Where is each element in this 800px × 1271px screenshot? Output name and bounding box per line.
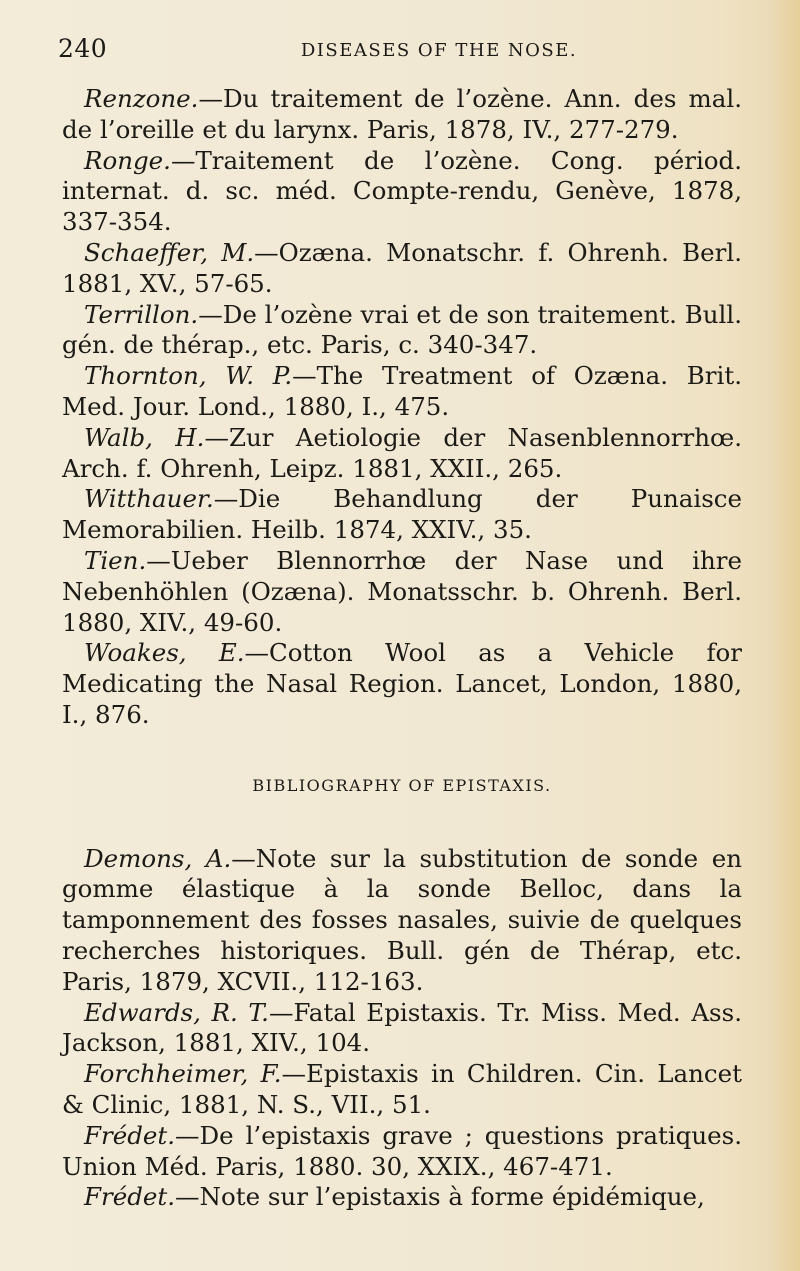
- entry-author: Frédet.: [84, 1120, 176, 1150]
- entry-author: Edwards, R. T.: [84, 997, 269, 1027]
- entry-author: Thornton, W. P.: [84, 361, 293, 391]
- bibliography-entry: [62, 146, 742, 238]
- bibliography-entry: [62, 1182, 742, 1213]
- entry-author: Frédet.: [84, 1182, 176, 1212]
- body-text: [62, 84, 742, 1213]
- entry-author: Ronge.: [84, 145, 171, 175]
- entry-text: —Ozæna. Monatschr. f. Ohrenh. Berl. 1881, XV., 57-65.: [62, 237, 742, 298]
- entry-text: —Traitement de l’ozène. Cong. périod. internat. d. sc. méd. Compte-rendu, Genève, 1878, 337-354.: [62, 145, 742, 237]
- bibliography-entry: [62, 1059, 742, 1121]
- entry-text: —Note sur la substitution de sonde en gomme élastique à la sonde Belloc, dans la tamponnement des fosses nasales, suivie de quelques recherches historiques. Bull. gén de Thérap, etc. Paris, 1879, XCVII., 112-163.: [62, 843, 742, 996]
- entry-text: —The Treatment of Ozæna. Brit. Med. Jour. Lond., 1880, I., 475.: [62, 361, 742, 421]
- entry-author: Witthauer.: [84, 484, 214, 514]
- bibliography-entry: [62, 1121, 742, 1183]
- entry-author: Forchheimer, F.: [84, 1059, 282, 1089]
- entry-text: —De l’epistaxis grave ; questions pratiques. Union Méd. Paris, 1880. 30, XXIX., 467-471.: [62, 1120, 742, 1181]
- bibliography-entry: [62, 546, 742, 638]
- section-heading: BIBLIOGRAPHY OF EPISTAXIS.: [252, 775, 552, 795]
- running-head: DISEASES OF THE NOSE.: [300, 40, 578, 61]
- entry-text: —Cotton Wool as a Vehicle for Medicating the Nasal Region. Lancet, London, 1880, I., 876.: [62, 638, 742, 729]
- page-edge-shading: [772, 0, 800, 1271]
- entry-text: —Du traitement de l’ozène. Ann. des mal. de l’oreille et du larynx. Paris, 1878, IV., 277-279.: [62, 84, 742, 144]
- page-header: [58, 34, 760, 64]
- entry-text: —Fatal Epistaxis. Tr. Miss. Med. Ass. Jackson, 1881, XIV., 104.: [62, 997, 742, 1058]
- bibliography-entry: [62, 998, 742, 1060]
- bibliography-entry: [62, 84, 742, 146]
- entry-text: —Note sur l’epistaxis à forme épidémique,: [175, 1182, 705, 1212]
- entry-text: —Zur Aetiologie der Nasenblennorrhœ. Arch. f. Ohrenh, Leipz. 1881, XXII., 265.: [62, 422, 742, 483]
- entry-text: —Ueber Blennorrhœ der Nase und ihre Nebenhöhlen (Ozæna). Monatsschr. b. Ohrenh. Berl. 1880, XIV., 49-60.: [62, 545, 742, 637]
- bibliography-entry: [62, 423, 742, 485]
- entry-author: Schaeffer, M.: [84, 237, 255, 267]
- entry-author: Terrillon.: [84, 299, 199, 329]
- bibliography-entry: [62, 300, 742, 362]
- entry-author: Woakes, E.: [84, 638, 245, 668]
- entry-text: —Die Behandlung der Punaisce Memorabilien. Heilb. 1874, XXIV., 35.: [62, 484, 742, 545]
- entry-text: —Epistaxis in Children. Cin. Lancet & Clinic, 1881, N. S., VII., 51.: [62, 1059, 742, 1119]
- entry-author: Renzone.: [84, 84, 199, 113]
- bibliography-entry: [62, 638, 742, 730]
- bibliography-entry: [62, 844, 742, 998]
- entry-author: Demons, A.: [84, 843, 232, 873]
- page-number: 240: [58, 34, 108, 63]
- bibliography-entry: [62, 238, 742, 300]
- bibliography-entry: [62, 484, 742, 546]
- bibliography-entry: [62, 361, 742, 423]
- entry-author: Tien.: [84, 545, 147, 575]
- entry-text: —De l’ozène vrai et de son traitement. Bull. gén. de thérap., etc. Paris, c. 340-347.: [62, 299, 742, 360]
- entry-author: Walb, H.: [84, 422, 205, 452]
